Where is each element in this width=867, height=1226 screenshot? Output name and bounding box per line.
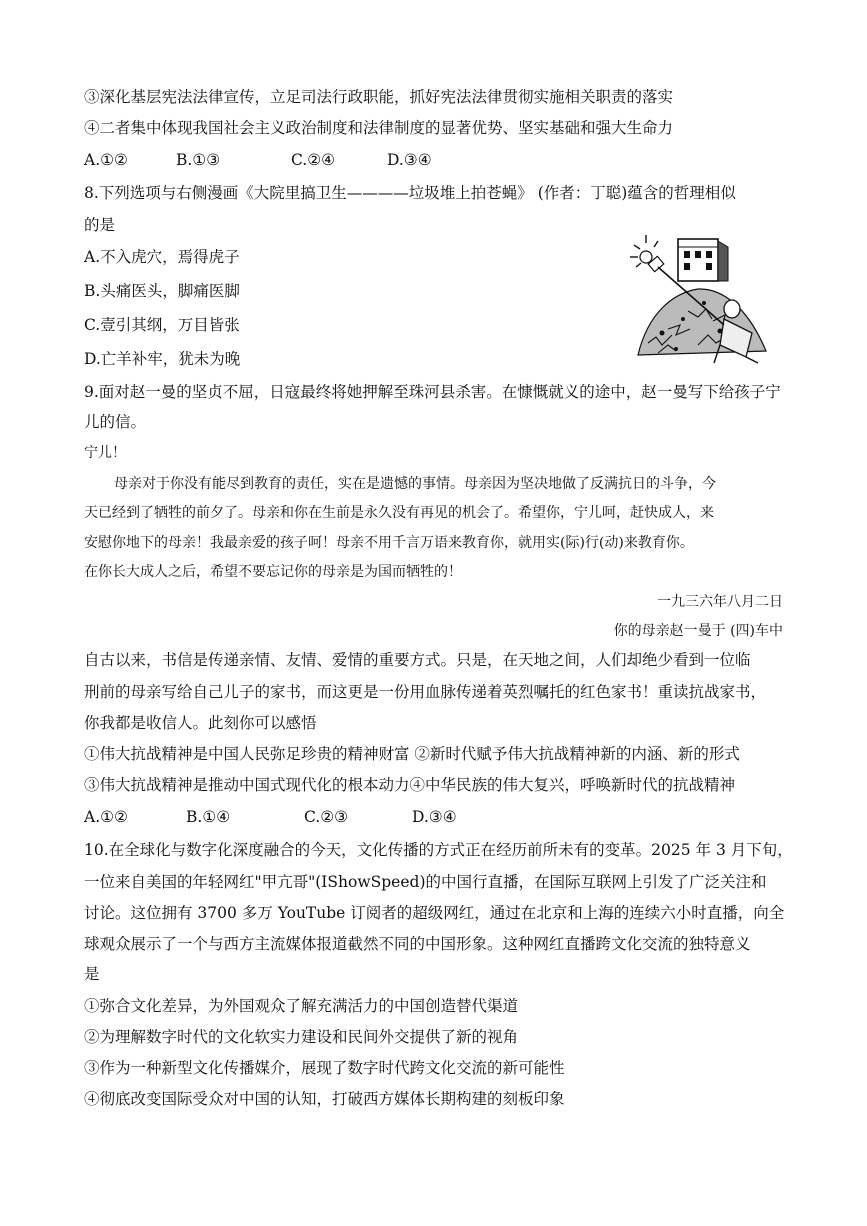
letter-line-1: 母亲对于你没有能尽到教育的责任，实在是遗憾的事情。母亲因为坚决地做了反满抗日的斗争，今 [114,476,716,492]
q10-stem-line-1: 10.在全球化与数字化深度融合的今天，文化传播的方式正在经历前所未有的变革。2025 年 3 月下旬， [84,841,793,859]
q10-statement-2: ②为理解数字时代的文化软实力建设和民间外交提供了新的视角 [84,1028,519,1046]
q9-option-c: C.②③ [304,808,349,826]
q7-statement-3: ③深化基层宪法法律宣传，立足司法行政职能，抓好宪法法律贯彻实施相关职责的落实 [84,88,674,106]
q9-paragraph-line-3: 你我都是收信人。此刻你可以感悟 [84,714,317,732]
q7-option-a: A.①② [84,151,128,169]
q7-option-b: B.①③ [176,151,221,169]
q9-statements-3-4: ③伟大抗战精神是推动中国式现代化的根本动力④中华民族的伟大复兴，呼唤新时代的抗战精神 [84,776,736,794]
letter-signature: 你的母亲赵一曼于 (四)车中 [613,623,783,639]
q7-option-c: C.②④ [291,151,336,169]
letter-line-2: 天已经到了牺牲的前夕了。母亲和你在生前是永久没有再见的机会了。希望你，宁儿呵，赶快成人，来 [84,505,714,521]
q9-stem-line-2: 儿的信。 [84,413,147,431]
q9-paragraph-line-1: 自古以来，书信是传递亲情、友情、爱情的重要方式。只是，在天地之间，人们却绝少看到一位临 [84,651,751,669]
q9-stem-line-1: 9.面对赵一曼的坚贞不屈，日寇最终将她押解至珠河县杀害。在慷慨就义的途中，赵一曼写下给孩子宁 [84,383,781,401]
q9-paragraph-line-2: 刑前的母亲写给自己儿子的家书，而这更是一份用血脉传递着英烈嘱托的红色家书！重读抗战家书， [84,683,767,701]
q7-statement-4: ④二者集中体现我国社会主义政治制度和法律制度的显著优势、坚实基础和强大生命力 [84,119,674,137]
cartoon-image [628,233,770,366]
q10-stem-line-4: 球观众展示了一个与西方主流媒体报道截然不同的中国形象。这种网红直播跨文化交流的独特意义 [84,935,751,953]
q8-stem-line-1: 8.下列选项与右侧漫画《大院里搞卫生————垃圾堆上拍苍蝇》 (作者：丁聪)蕴含的哲理相似 [84,184,736,202]
q8-option-a: A.不入虎穴，焉得虎子 [84,248,240,266]
q10-statement-1: ①弥合文化差异，为外国观众了解充满活力的中国创造替代渠道 [84,997,519,1015]
q8-option-d: D.亡羊补牢，犹未为晚 [84,350,241,368]
letter-line-3: 安慰你地下的母亲！我最亲爱的孩子呵！母亲不用千言万语来教育你，就用实(际)行(动)来教育你。 [84,535,694,551]
letter-line-4: 在你长大成人之后，希望不要忘记你的母亲是为国而牺牲的！ [84,564,462,580]
q7-options [84,150,432,170]
q9-option-d: D.③④ [412,808,457,826]
q8-stem-line-2: 的是 [84,216,116,234]
q7-option-d: D.③④ [387,151,432,169]
q10-stem-line-5: 是 [84,965,100,983]
q9-statements-1-2: ①伟大抗战精神是中国人民弥足珍贵的精神财富 ②新时代赋予伟大抗战精神新的内涵、新的形式 [84,745,740,763]
q9-option-a: A.①② [84,808,128,826]
q9-options [84,807,457,827]
q8-option-c: C.壹引其纲，万目皆张 [84,316,240,334]
q10-stem-line-2: 一位来自美国的年轻网红"甲亢哥"(IShowSpeed)的中国行直播，在国际互联网上引发了广泛关注和 [84,873,767,891]
q10-statement-4: ④彻底改变国际受众对中国的认知，打破西方媒体长期构建的刻板印象 [84,1090,565,1108]
q10-stem-line-3: 讨论。这位拥有 3700 多万 YouTube 订阅者的超级网红，通过在北京和上海的连续六小时直播，向全 [84,904,785,922]
letter-salutation: 宁儿！ [84,445,126,461]
letter-date: 一九三六年八月二日 [657,594,783,610]
q10-statement-3: ③作为一种新型文化传播媒介，展现了数字时代跨文化交流的新可能性 [84,1059,565,1077]
q8-option-b: B.头痛医头，脚痛医脚 [84,282,240,300]
q9-option-b: B.①④ [186,808,231,826]
